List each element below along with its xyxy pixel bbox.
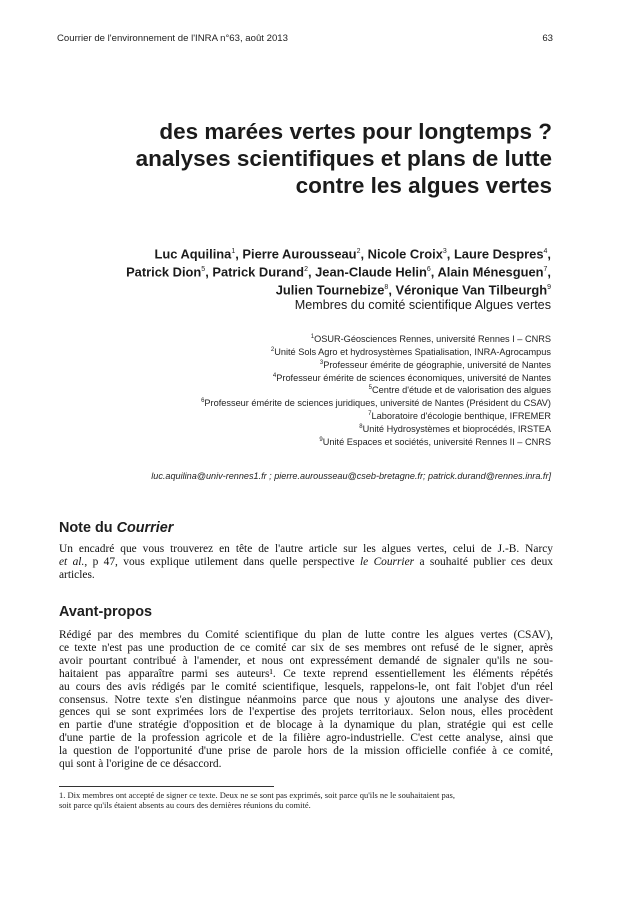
text-line: consensus. Notre texte s'en distingue néanmoins parce que nous y ajoutons une analyse des diver- [59,693,553,706]
footnote [59,790,553,810]
author-name: Alain Ménesguen [437,264,544,280]
italic-text: le Courrier [359,555,415,568]
italic-text: et al. [59,555,85,568]
affiliation-marker: 9 [319,436,323,443]
author-block [51,244,551,313]
affiliation-item [131,383,551,396]
author-separator: , [547,264,551,280]
author-line [51,280,551,298]
author-separator: , [388,282,396,298]
affiliation-list [131,332,551,448]
affiliation-item [131,332,551,345]
text-run: Un encadré que vous trouverez en tête de l'autre article sur les algues vertes, celui de J.-B. Narcy [59,543,553,555]
text-line [59,543,553,556]
affiliation-item [131,409,551,422]
page-number: 63 [542,33,553,44]
note-heading-italic: Courrier [116,520,174,536]
affiliation-marker: 8 [384,283,389,291]
author-separator: , [547,246,551,262]
text-line: gences qui se sont exprimées lors de l'expertise des projets territoriaux. Selon nous, elles procèdent [59,706,553,719]
author-line [51,262,551,280]
text-line: qui sont à l'origine de ce désaccord. [59,758,222,771]
affiliation-text: Unité Hydrosystèmes et bioprocédés, IRSTEA [362,424,551,435]
author-name: Julien Tournebize [275,282,385,298]
author-separator: , [360,246,368,262]
affiliation-marker: 9 [547,283,551,291]
affiliation-marker: 3 [442,248,447,255]
author-name: Patrick Durand [212,264,305,280]
affiliation-marker: 2 [270,346,275,353]
footnote-divider [59,786,274,787]
affiliation-marker: 2 [356,248,361,255]
text-line: en partie d'une stratégie d'opposition et de blocage à la dynamique du plan, stratégie qui est celle [59,719,553,732]
title-line: contre les algues vertes [295,173,552,198]
author-separator: , [446,246,454,262]
affiliation-marker: 4 [272,372,277,379]
title-line: des marées vertes pour longtemps ? [159,119,552,144]
affiliation-marker: 1 [310,334,315,340]
affiliation-item [131,345,551,358]
author-separator: , [205,264,213,280]
author-name: Luc Aquilina [154,246,232,262]
journal-reference: Courrier de l'environnement de l'INRA n°63, août 2013 [57,33,288,44]
affiliation-marker: 1 [231,248,236,255]
text-line [59,556,553,569]
affiliation-marker: 4 [543,248,548,255]
text-line: ce texte n'est pas une production de ce comité car six de ses membres ont refusé de le signer, après [59,641,553,654]
affiliation-text: Professeur émérite de sciences économiques, université de Nantes [276,372,551,383]
affiliation-item [131,396,551,409]
author-separator: , [307,264,316,280]
text-line: Rédigé par des membres du Comité scientifique du plan de lutte contre les algues vertes (CSAV), [59,629,553,641]
text-run: , p 47, vous explique utilement dans quelle perspective [84,555,360,568]
text-line: au cours des avis rédigés par le comité scientifique, lesquels, rappelons-le, ont fait l'objet d'un réel [59,680,553,693]
author-separator: , [235,246,243,262]
affiliation-item [131,358,551,371]
affiliation-item [131,435,551,448]
affiliation-text: Laboratoire d'écologie benthique, IFREMER [371,411,551,422]
text-run: a souhaité publier ces deux [414,555,553,568]
affiliation-marker: 3 [319,359,324,366]
affiliation-marker: 2 [304,265,308,273]
affiliation-text: Unité Espaces et sociétés, université Rennes II – CNRS [322,436,551,447]
affiliation-item [131,422,551,435]
affiliation-marker: 6 [201,398,205,405]
author-line [51,244,551,262]
affiliation-text: Professeur émérite de géographie, université de Nantes [323,359,551,370]
title-line: analyses scientifiques et plans de lutte [135,146,552,171]
text-line: haitaient pas apparaître parmi ses auteurs¹. Ce texte reprend essentiellement les éléments répétés [59,667,553,680]
affiliation-marker: 5 [201,265,206,273]
affiliation-text: OSUR-Géosciences Rennes, université Rennes I – CNRS [314,334,551,345]
note-heading-text: Note du [59,520,117,536]
author-name: Nicole Croix [367,246,443,262]
affiliation-marker: 5 [368,385,372,392]
author-separator: , [430,264,438,280]
author-name: Patrick Dion [126,264,202,280]
affiliation-marker: 8 [359,424,363,431]
text-line [59,569,553,582]
text-run: articles. [59,568,95,581]
author-name: Pierre Aurousseau [242,246,357,262]
footnote-line: soit parce qu'ils étaient absents au cours des dernières réunions du comité. [59,800,311,810]
affiliation-marker: 6 [426,265,431,273]
affiliation-item [131,371,551,384]
affiliation-text: Unité Sols Agro et hydrosystèmes Spatialisation, INRA-Agrocampus [274,346,551,357]
author-name: Véronique Van Tilbeurgh [395,282,548,298]
article-title [72,118,552,199]
footnote-line: 1. Dix membres ont accepté de signer ce texte. Deux ne se sont pas exprimés, soit parce qu'ils ne le souhaitaient pas, [59,790,455,800]
avant-propos-heading: Avant-propos [59,604,153,620]
note-paragraph [59,543,553,582]
author-name: Laure Despres [453,246,544,262]
affiliation-marker: 7 [368,411,372,418]
note-heading [59,520,173,536]
running-header [57,33,553,44]
affiliation-marker: 7 [543,265,548,273]
text-line: d'une partie de la profession agricole et de la filière agro-industrielle. C'est cette analyse, ainsi que [59,732,553,745]
affiliation-text: Centre d'étude et de valorisation des algues [372,385,551,396]
contact-emails: luc.aquilina@univ-rennes1.fr ; pierre.aurousseau@cseb-bretagne.fr; patrick.durand@rennes.inra.fr] [151,471,551,481]
text-line: la question de l'opportunité d'une prise de parole hors de la mission officielle confiée à ce comité, [59,745,553,758]
affiliation-text: Professeur émérite de sciences juridiques, université de Nantes (Président du CSAV) [204,398,551,409]
text-line: avoir pourtant contribué à l'amender, et nous ont expressément demandé de signaler qu'ils ne sou- [59,654,553,667]
avant-propos-paragraph [59,629,553,771]
committee-label: Membres du comité scientifique Algues vertes [294,297,551,312]
author-name: Jean-Claude Helin [315,264,427,280]
